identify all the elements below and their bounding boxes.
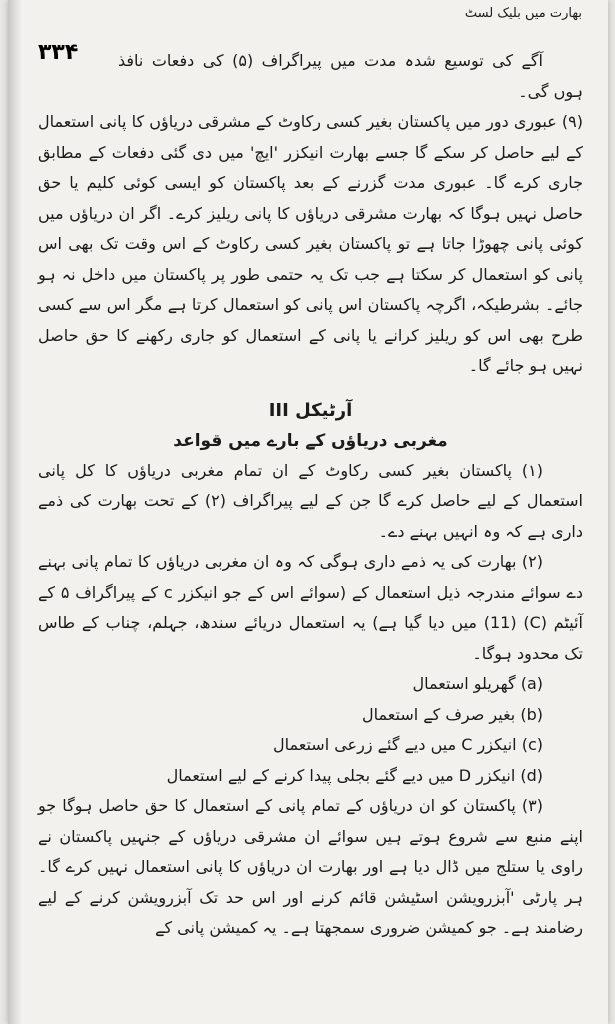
list-item-d: (d) انیکزر D میں دیے گئے بجلی پیدا کرنے کے لیے استعمال [166,765,543,785]
paragraph-continuation: آگے کی توسیع شدہ مدت میں پیراگراف (۵) کی دفعات نافذ ہوں گی۔ [118,51,583,101]
body-text [38,46,583,944]
document-page [8,0,608,1024]
list-item-b: (b) بغیر صرف کے استعمال [362,704,543,724]
list-item-a: (a) گھریلو استعمال [412,674,543,693]
paragraph-3: (۳) پاکستان کو ان دریاؤں کے تمام پانی کے استعمال کا حق حاصل ہوگا جو اپنے منبع سے شروع ہوتے ہیں سوائے ان مشرقی دریاؤں کے جنہیں پاکستان نے راوی یا ستلج میں ڈال دیا ہے اور بھارت ان دریاؤں کا پانی استعمال نہیں کرے گا۔ ہر پارٹی 'آبزرویشن اسٹیشن قائم کرنے اور اس حد تک آبزرویشن کرنے کے لیے رضامند ہے۔ جو کمیشن ضروری سمجھتا ہے۔ یہ کمیشن پانی کے [38,796,583,937]
list-item-c: (c) انیکزر C میں دیے گئے زرعی استعمال [272,735,543,754]
page-number: ۳۳۴ [38,40,79,65]
article-subheading: مغربی دریاؤں کے بارے میں قواعد [173,430,448,451]
running-header: بھارت میں بلیک لسٹ [464,6,582,21]
paragraph-2: (۲) بھارت کی یہ ذمے داری ہوگی کہ وہ ان مغربی دریاؤں کا تمام پانی بہنے دے سوائے مندرجہ ذیل استعمال کے (سوائے اس کے جو انیکزر c کے پیراگراف ۵ کے آئیٹم (C) (11) میں دیا گیا ہے) یہ استعمال دریائے سندھ، جہلم، چناب کے طاس تک محدود ہوگا۔ [38,552,584,663]
paragraph-1: (۱) پاکستان بغیر کسی رکاوٹ کے ان تمام مغربی دریاؤں کا کل پانی استعمال کے لیے حاصل کرے گا جن کے لیے پیراگراف (۲) کے تحت بھارت کی ذمے داری ہے کہ وہ انہیں بہنے دے۔ [38,460,584,541]
paragraph-9: (۹) عبوری دور میں پاکستان بغیر کسی رکاوٹ کے مشرقی دریاؤں کا پانی استعمال کے لیے حاصل کر سکے گا جسے بھارت انیکزر 'ایچ' میں دی گئی دفعات کے مطابق جاری کرے گا۔ عبوری مدت گزرنے کے بعد پاکستان کو ایسی کوئی کلیم یا حق حاصل نہیں ہوگا کہ بھارت مشرقی دریاؤں کا پانی ریلیز کرے۔ اگر ان دریاؤں میں کوئی پانی چھوڑا جاتا ہے تو پاکستان بغیر کسی رکاوٹ کے اس وقت تک بھی اس پانی کو استعمال کر سکتا ہے جب تک یہ حتمی طور پر پاکستان میں داخل نہ ہو جائے۔ بشرطیکہ، اگرچہ پاکستان اس پانی کو استعمال کرتا ہے مگر اس سے کسی طرح بھی اس کو ریلیز کرانے یا پانی کے استعمال کو جاری رکھنے کا حق حاصل نہیں ہو جائے گا۔ [38,112,583,375]
article-heading: آرٹیکل III [268,399,353,421]
